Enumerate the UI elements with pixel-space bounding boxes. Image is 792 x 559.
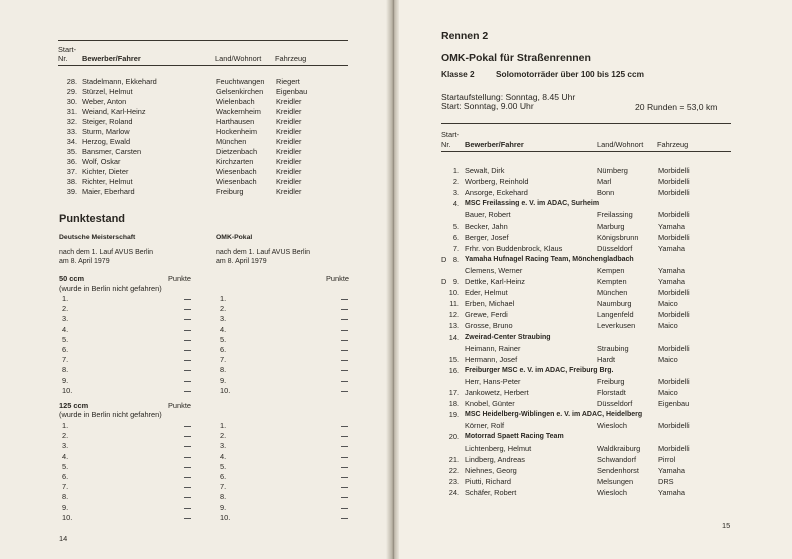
c125-punkte: Punkte [168, 401, 192, 410]
rider-name: Herzog, Ewald [82, 137, 131, 146]
c125-points-dash [184, 508, 191, 509]
omk125-points-dash [341, 436, 348, 437]
class-label: Klasse 2 [441, 69, 475, 79]
entry-place: Kempen [597, 265, 625, 275]
rider-place: Gelsenkirchen [216, 87, 264, 96]
entry-place: Schwandorf [597, 454, 637, 464]
rider-place: Harthausen [216, 117, 255, 126]
c50-points-dash [184, 330, 191, 331]
c125-points-dash [184, 426, 191, 427]
omk125-points-dash [341, 426, 348, 427]
rider-start-number: 35. [66, 147, 77, 156]
rider-vehicle: Kreidler [276, 167, 302, 176]
entry-start-number: 7. [452, 243, 459, 253]
c125-place: 9. [62, 502, 69, 512]
c50-place: 5. [62, 334, 69, 344]
rider-name: Bansmer, Carsten [82, 147, 142, 156]
omk125-points-dash [341, 457, 348, 458]
omk125-points-dash [341, 497, 348, 498]
omk125-place: 10. [220, 512, 231, 522]
entry-team-name: Motorrad Spaett Racing Team [465, 433, 564, 441]
entry-rider-name: Lichtenberg, Helmut [465, 443, 532, 453]
book-gutter [386, 0, 400, 559]
entry-place: Sendenhorst [597, 465, 639, 475]
entry-place: Marl [597, 177, 612, 187]
rider-place: München [216, 137, 247, 146]
rider-vehicle: Kreidler [276, 137, 302, 146]
entry-vehicle: Morbidelli [658, 210, 690, 220]
entry-place: Bonn [597, 188, 615, 198]
omk50-place: 6. [220, 345, 227, 354]
entry-vehicle: Maico [658, 354, 678, 364]
entry-start-number: 18. [448, 399, 459, 409]
entry-rider-name: Hermann, Josef [465, 354, 518, 364]
rider-name: Weber, Anton [82, 97, 127, 106]
entry-vehicle: Pirrol [658, 454, 676, 464]
entry-rider-name: Körner, Rolf [465, 421, 505, 431]
rider-vehicle: Kreidler [276, 97, 302, 106]
punktestand-title: Punktestand [59, 213, 126, 225]
entry-place: München [597, 288, 628, 298]
entry-rider-name: Dettke, Karl-Heinz [465, 277, 525, 286]
entry-vehicle: Eigenbau [658, 399, 690, 409]
entry-vehicle: Yamaha [658, 243, 685, 253]
vehicle-column-header: Fahrzeug [275, 54, 307, 63]
rider-start-number: 37. [66, 167, 77, 176]
entry-rider-name: Becker, Jahn [465, 221, 508, 231]
omk50-points-dash [341, 340, 348, 341]
entry-vehicle: Morbidelli [658, 166, 690, 175]
omk125-place: 9. [220, 502, 227, 512]
table-top-rule [58, 40, 348, 41]
c50-points-dash [184, 381, 191, 382]
entry-rider-name: Herr, Hans-Peter [465, 376, 521, 386]
omk50-points-dash [341, 330, 348, 331]
entry-place: Naumburg [597, 299, 632, 309]
race-title: Rennen 2 [441, 30, 489, 42]
rider-vehicle: Eigenbau [276, 87, 308, 96]
c125-place: 10. [62, 512, 73, 522]
entry-place: Leverkusen [597, 321, 636, 331]
rider-name: Wolf, Oskar [82, 157, 121, 166]
c125-place: 7. [62, 482, 69, 492]
startaufstellung: Startaufstellung: Sonntag, 8.45 Uhr [441, 92, 576, 102]
entry-start-number: 10. [448, 288, 459, 298]
rider-name: Kichter, Dieter [82, 167, 129, 176]
c125-place: 3. [62, 441, 69, 451]
entry-start-number: 21. [448, 454, 459, 464]
c50-points-dash [184, 391, 191, 392]
c125-points-dash [184, 467, 191, 468]
rider-name: Steiger, Roland [82, 117, 133, 126]
omk50-place: 7. [220, 355, 227, 365]
entry-start-number: 17. [448, 388, 459, 397]
omk-punkte: Punkte [326, 274, 350, 283]
omk-note-1: nach dem 1. Lauf AVUS Berlin [216, 249, 311, 256]
c50-place: 8. [62, 365, 69, 375]
entry-start-number: 23. [448, 476, 459, 486]
entry-vehicle: Maico [658, 321, 678, 331]
omk125-points-dash [341, 487, 348, 488]
entry-place: Düsseldorf [597, 399, 633, 409]
entry-rider-name: Knobel, Günter [465, 399, 515, 409]
c50-title: 50 ccm [59, 274, 85, 283]
c125-place: 5. [62, 461, 69, 471]
entry-team-name: MSC Freilassing e. V. im ADAC, Surheim [465, 200, 600, 208]
entry-rider-name: Bauer, Robert [465, 210, 511, 220]
omk125-points-dash [341, 446, 348, 447]
entry-place: Wiesloch [597, 421, 627, 431]
rider-place: Wiesenbach [216, 167, 257, 176]
omk50-points-dash [341, 319, 348, 320]
rider-name: Maier, Eberhard [82, 187, 135, 196]
entry-place: Straubing [597, 343, 629, 353]
entry-rider-name: Piutti, Richard [465, 476, 512, 486]
entry-rider-name: Berger, Josef [465, 232, 509, 242]
c50-place: 7. [62, 355, 69, 365]
entry-rider-name: Heimann, Rainer [465, 343, 521, 353]
rider-name: Richter, Helmut [82, 177, 133, 186]
c125-place: 4. [62, 451, 69, 461]
omk-note-2: am 8. April 1979 [216, 258, 267, 265]
c50-place: 1. [62, 294, 69, 303]
c50-place: 6. [62, 345, 69, 354]
rider-name: Stadelmann, Ekkehard [82, 77, 157, 86]
entry-start-number: 6. [452, 232, 459, 242]
omk50-points-dash [341, 299, 348, 300]
entry-team-name: Freiburger MSC e. V. im ADAC, Freiburg Brg. [465, 366, 614, 374]
entry-vehicle: Morbidelli [658, 288, 690, 298]
entry-place: Hardt [597, 354, 616, 364]
entry-start-number: 19. [448, 410, 459, 420]
c50-points-dash [184, 319, 191, 320]
rider-start-number: 33. [66, 127, 77, 136]
entry-start-number: 20. [448, 432, 459, 442]
entry-place: Kempten [597, 277, 627, 286]
rider-start-number: 34. [66, 137, 77, 146]
c125-points-dash [184, 436, 191, 437]
entry-team-name: MSC Heidelberg-Wiblingen e. V. im ADAC, Heidelberg [465, 411, 643, 419]
omk50-place: 3. [220, 314, 227, 324]
omk125-place: 1. [220, 421, 227, 430]
c125-place: 8. [62, 492, 69, 502]
omk50-place: 2. [220, 304, 227, 314]
omk125-place: 2. [220, 431, 227, 441]
rider-start-number: 36. [66, 157, 77, 166]
cup-title: OMK-Pokal für Straßenrennen [441, 52, 591, 64]
omk50-points-dash [341, 381, 348, 382]
c125-points-dash [184, 487, 191, 488]
rider-vehicle: Kreidler [276, 127, 302, 136]
rider-place: Wiesenbach [216, 177, 257, 186]
page-number-left: 14 [59, 534, 68, 543]
c125-points-dash [184, 518, 191, 519]
c125-place: 6. [62, 472, 69, 481]
entry-rider-name: Lindberg, Andreas [465, 454, 525, 464]
c125-title: 125 ccm [59, 401, 89, 410]
entry-vehicle: Yamaha [658, 465, 685, 475]
start-label: Start- [58, 45, 77, 54]
rider-place: Feuchtwangen [216, 77, 265, 86]
c50-points-dash [184, 360, 191, 361]
entry-rider-name: Erben, Michael [465, 299, 515, 309]
nr-label: Nr. [441, 140, 451, 149]
omk50-place: 1. [220, 294, 227, 303]
c50-points-dash [184, 370, 191, 371]
entry-place: Freiburg [597, 376, 625, 386]
entry-vehicle: Yamaha [658, 265, 685, 275]
rider-column-header: Bewerber/Fahrer [82, 54, 141, 63]
dm-note-1: nach dem 1. Lauf AVUS Berlin [59, 249, 154, 256]
c125-points-dash [184, 446, 191, 447]
entry-vehicle: Morbidelli [658, 232, 690, 242]
entry-place: Marburg [597, 221, 625, 231]
c50-place: 10. [62, 385, 73, 395]
omk125-place: 4. [220, 451, 227, 461]
entry-vehicle: Morbidelli [658, 188, 690, 198]
entry-vehicle: Yamaha [658, 277, 685, 286]
table-header-rule [58, 65, 348, 66]
entry-vehicle: DRS [658, 476, 674, 486]
omk50-points-dash [341, 391, 348, 392]
nr-label: Nr. [58, 54, 68, 63]
place-column-header: Land/Wohnort [597, 140, 644, 149]
omk50-place: 10. [220, 385, 231, 395]
entries-header-rule [441, 151, 731, 152]
entry-vehicle: Morbidelli [658, 310, 690, 320]
entry-vehicle: Yamaha [658, 221, 685, 231]
entry-rider-name: Schäfer, Robert [465, 487, 517, 497]
left-page [0, 0, 392, 559]
rider-place: Dietzenbach [216, 147, 258, 156]
start-label: Start- [441, 130, 460, 139]
rider-start-number: 28. [66, 77, 77, 86]
rider-column-header: Bewerber/Fahrer [465, 140, 524, 149]
start-time: Start: Sonntag, 9.00 Uhr [441, 101, 534, 111]
entry-rider-name: Frhr. von Buddenbrock, Klaus [465, 243, 563, 253]
omk50-points-dash [341, 360, 348, 361]
entry-start-number: 16. [448, 365, 459, 375]
rider-start-number: 31. [66, 107, 77, 116]
omk50-points-dash [341, 370, 348, 371]
entry-place: Düsseldorf [597, 243, 633, 253]
rider-vehicle: Kreidler [276, 177, 302, 186]
c50-note: (wurde in Berlin nicht gefahren) [59, 284, 162, 293]
rider-place: Freiburg [216, 187, 244, 196]
c50-place: 2. [62, 304, 69, 314]
omk125-place: 8. [220, 492, 227, 502]
class-description: Solomotorräder über 100 bis 125 ccm [496, 69, 645, 79]
omk125-points-dash [341, 467, 348, 468]
rider-start-number: 38. [66, 177, 77, 186]
entry-group-marker: D [441, 277, 447, 286]
entry-place: Florstadt [597, 388, 626, 397]
entry-start-number: 14. [448, 332, 459, 342]
rider-place: Wielenbach [216, 97, 255, 106]
rider-name: Stürzel, Helmut [82, 87, 133, 96]
c125-note: (wurde in Berlin nicht gefahren) [59, 410, 162, 419]
entry-rider-name: Sewalt, Dirk [465, 166, 505, 175]
page-number-right: 15 [722, 521, 731, 530]
omk50-place: 4. [220, 324, 227, 334]
rider-vehicle: Kreidler [276, 157, 302, 166]
omk125-points-dash [341, 477, 348, 478]
rider-place: Hockenheim [216, 127, 258, 136]
entry-place: Freilassing [597, 210, 633, 220]
entry-vehicle: Morbidelli [658, 443, 690, 453]
entry-start-number: 24. [448, 487, 459, 497]
entry-vehicle: Maico [658, 299, 678, 309]
c125-points-dash [184, 457, 191, 458]
entry-vehicle: Maico [658, 388, 678, 397]
rider-vehicle: Kreidler [276, 187, 302, 196]
entry-rider-name: Eder, Helmut [465, 288, 508, 298]
c50-points-dash [184, 299, 191, 300]
right-page [399, 0, 792, 559]
omk125-place: 3. [220, 441, 227, 451]
entry-start-number: 12. [448, 310, 459, 320]
entry-place: Langenfeld [597, 310, 634, 320]
entry-rider-name: Ansorge, Eckehard [465, 188, 528, 198]
entry-vehicle: Morbidelli [658, 177, 690, 187]
entry-place: Königsbrunn [597, 232, 639, 242]
c125-place: 2. [62, 431, 69, 441]
rider-start-number: 30. [66, 97, 77, 106]
rider-vehicle: Riegert [276, 77, 300, 86]
c50-points-dash [184, 340, 191, 341]
entry-start-number: 9. [452, 277, 459, 286]
rider-vehicle: Kreidler [276, 107, 302, 116]
omk50-place: 5. [220, 334, 227, 344]
omk50-points-dash [341, 309, 348, 310]
place-column-header: Land/Wohnort [215, 54, 262, 63]
entry-place: Wiesloch [597, 487, 627, 497]
entry-place: Waldkraiburg [597, 443, 641, 453]
entry-vehicle: Yamaha [658, 487, 685, 497]
entry-start-number: 1. [452, 166, 459, 175]
entry-place: Nürnberg [597, 166, 628, 175]
vehicle-column-header: Fahrzeug [657, 140, 689, 149]
entry-start-number: 4. [452, 199, 459, 209]
c50-place: 9. [62, 375, 69, 385]
c50-place: 4. [62, 324, 69, 334]
entry-start-number: 2. [452, 177, 459, 187]
entry-vehicle: Morbidelli [658, 376, 690, 386]
omk50-place: 8. [220, 365, 227, 375]
dm-note-2: am 8. April 1979 [59, 258, 110, 265]
rider-start-number: 29. [66, 87, 77, 96]
entry-team-name: Yamaha Hufnagel Racing Team, Mönchengladbach [465, 255, 634, 263]
c50-points-dash [184, 309, 191, 310]
entry-rider-name: Jankowetz, Herbert [465, 388, 529, 397]
entry-rider-name: Grosse, Bruno [465, 321, 513, 331]
c125-points-dash [184, 477, 191, 478]
omk125-points-dash [341, 518, 348, 519]
c125-place: 1. [62, 421, 69, 430]
rider-name: Sturm, Marlow [82, 127, 130, 136]
omk125-place: 6. [220, 472, 227, 481]
entry-rider-name: Clemens, Werner [465, 265, 523, 275]
omk125-place: 5. [220, 461, 227, 471]
entry-start-number: 8. [452, 254, 459, 264]
omk125-place: 7. [220, 482, 227, 492]
entry-start-number: 13. [448, 321, 459, 331]
entry-rider-name: Grewe, Ferdi [465, 310, 508, 320]
rider-start-number: 32. [66, 117, 77, 126]
entry-start-number: 3. [452, 188, 459, 198]
entry-start-number: 5. [452, 221, 459, 231]
omk-title: OMK-Pokal [216, 234, 253, 241]
rider-place: Kirchzarten [216, 157, 254, 166]
omk50-points-dash [341, 350, 348, 351]
rider-vehicle: Kreidler [276, 117, 302, 126]
dm-title: Deutsche Meisterschaft [59, 234, 136, 241]
entry-rider-name: Niehnes, Georg [465, 465, 517, 475]
entry-vehicle: Morbidelli [658, 343, 690, 353]
entry-vehicle: Morbidelli [658, 421, 690, 431]
entry-rider-name: Wortberg, Reinhold [465, 177, 529, 187]
rider-name: Weiand, Karl-Heinz [82, 107, 146, 116]
rider-place: Wackernheim [216, 107, 261, 116]
entry-group-marker: D [441, 254, 447, 264]
c50-punkte: Punkte [168, 274, 192, 283]
entry-start-number: 22. [448, 465, 459, 475]
c125-points-dash [184, 497, 191, 498]
c50-points-dash [184, 350, 191, 351]
rider-vehicle: Kreidler [276, 147, 302, 156]
entry-start-number: 11. [449, 299, 459, 309]
distance: 20 Runden = 53,0 km [635, 102, 718, 112]
entry-start-number: 15. [448, 354, 459, 364]
c50-place: 3. [62, 314, 69, 324]
omk50-place: 9. [220, 375, 227, 385]
entry-team-name: Zweirad-Center Straubing [465, 333, 551, 341]
rider-start-number: 39. [66, 187, 77, 196]
entry-place: Melsungen [597, 476, 634, 486]
omk125-points-dash [341, 508, 348, 509]
entries-top-rule [441, 123, 731, 124]
